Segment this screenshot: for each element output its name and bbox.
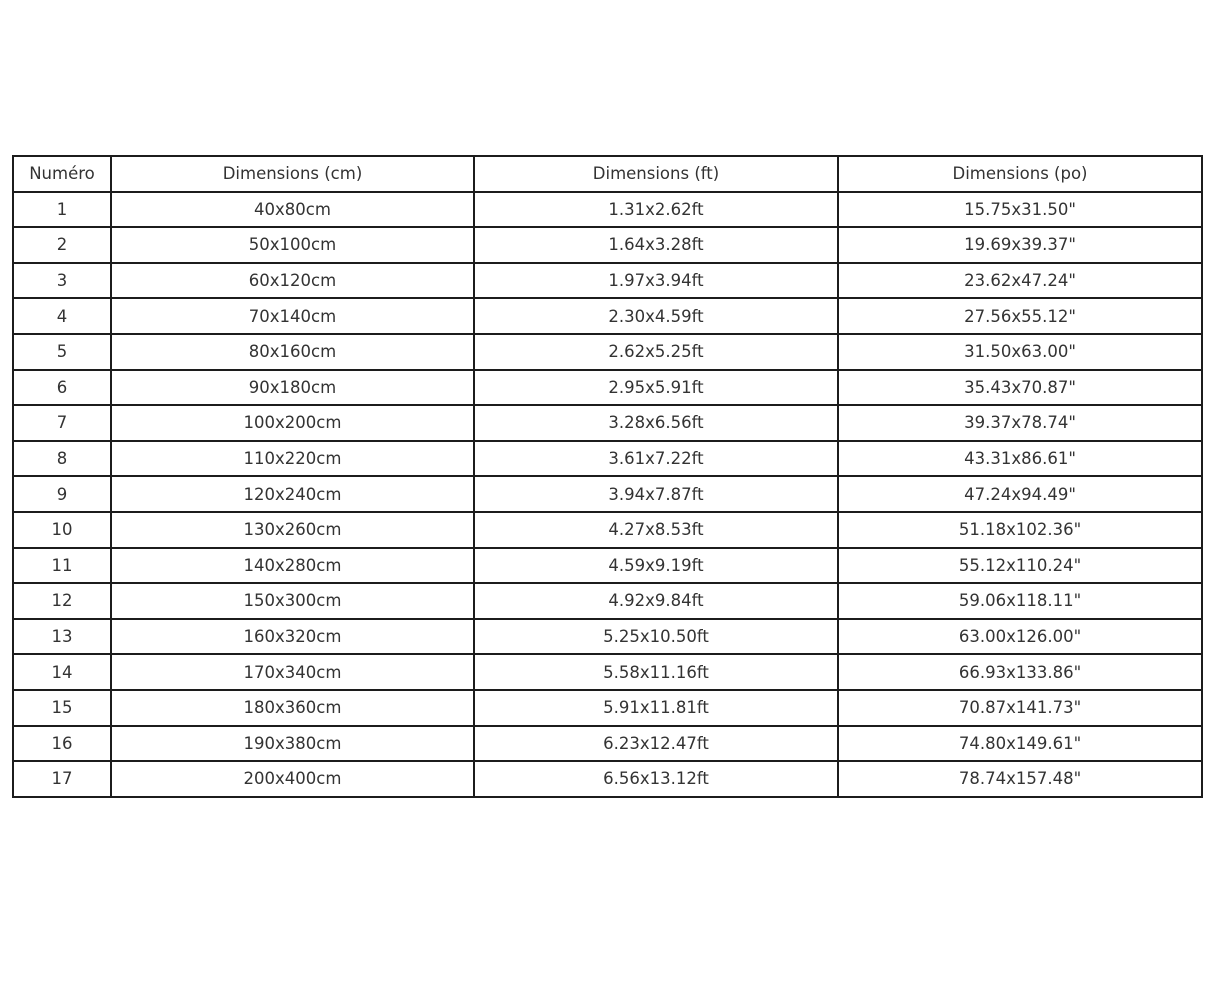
cell-dimensions-ft: 2.95x5.91ft [474, 370, 838, 406]
cell-dimensions-po: 23.62x47.24" [838, 263, 1202, 299]
cell-dimensions-po: 63.00x126.00" [838, 619, 1202, 655]
cell-dimensions-ft: 3.61x7.22ft [474, 441, 838, 477]
cell-dimensions-ft: 1.31x2.62ft [474, 192, 838, 228]
table-row [13, 583, 1202, 619]
cell-dimensions-cm: 70x140cm [111, 298, 474, 334]
cell-dimensions-po: 39.37x78.74" [838, 405, 1202, 441]
cell-dimensions-cm: 110x220cm [111, 441, 474, 477]
cell-numero: 7 [13, 405, 111, 441]
cell-dimensions-ft: 5.25x10.50ft [474, 619, 838, 655]
cell-dimensions-po: 47.24x94.49" [838, 476, 1202, 512]
table-row [13, 263, 1202, 299]
table-row [13, 726, 1202, 762]
cell-dimensions-po: 51.18x102.36" [838, 512, 1202, 548]
table-row [13, 619, 1202, 655]
cell-numero: 13 [13, 619, 111, 655]
cell-dimensions-cm: 50x100cm [111, 227, 474, 263]
table-row [13, 690, 1202, 726]
cell-numero: 16 [13, 726, 111, 762]
cell-dimensions-ft: 1.97x3.94ft [474, 263, 838, 299]
cell-numero: 9 [13, 476, 111, 512]
table-row [13, 298, 1202, 334]
cell-dimensions-ft: 4.59x9.19ft [474, 548, 838, 584]
cell-numero: 14 [13, 654, 111, 690]
cell-dimensions-cm: 170x340cm [111, 654, 474, 690]
header-dimensions-po: Dimensions (po) [838, 156, 1202, 192]
table-body [13, 192, 1202, 797]
cell-dimensions-cm: 130x260cm [111, 512, 474, 548]
table-row [13, 476, 1202, 512]
cell-dimensions-cm: 60x120cm [111, 263, 474, 299]
cell-dimensions-ft: 4.27x8.53ft [474, 512, 838, 548]
table-row [13, 334, 1202, 370]
header-dimensions-cm: Dimensions (cm) [111, 156, 474, 192]
cell-numero: 6 [13, 370, 111, 406]
cell-dimensions-po: 19.69x39.37" [838, 227, 1202, 263]
cell-numero: 15 [13, 690, 111, 726]
cell-dimensions-ft: 5.91x11.81ft [474, 690, 838, 726]
cell-dimensions-po: 70.87x141.73" [838, 690, 1202, 726]
cell-dimensions-po: 43.31x86.61" [838, 441, 1202, 477]
cell-numero: 10 [13, 512, 111, 548]
cell-numero: 3 [13, 263, 111, 299]
cell-dimensions-cm: 140x280cm [111, 548, 474, 584]
cell-dimensions-po: 66.93x133.86" [838, 654, 1202, 690]
cell-numero: 12 [13, 583, 111, 619]
cell-dimensions-po: 55.12x110.24" [838, 548, 1202, 584]
table-row [13, 512, 1202, 548]
cell-dimensions-ft: 1.64x3.28ft [474, 227, 838, 263]
table-row [13, 405, 1202, 441]
table-row [13, 192, 1202, 228]
cell-dimensions-ft: 2.30x4.59ft [474, 298, 838, 334]
cell-dimensions-ft: 3.28x6.56ft [474, 405, 838, 441]
cell-dimensions-ft: 4.92x9.84ft [474, 583, 838, 619]
cell-numero: 5 [13, 334, 111, 370]
table-header-row [13, 156, 1202, 192]
cell-dimensions-cm: 80x160cm [111, 334, 474, 370]
cell-dimensions-ft: 3.94x7.87ft [474, 476, 838, 512]
cell-dimensions-cm: 180x360cm [111, 690, 474, 726]
cell-dimensions-po: 27.56x55.12" [838, 298, 1202, 334]
header-numero: Numéro [13, 156, 111, 192]
cell-dimensions-cm: 160x320cm [111, 619, 474, 655]
cell-numero: 8 [13, 441, 111, 477]
cell-dimensions-cm: 150x300cm [111, 583, 474, 619]
cell-numero: 2 [13, 227, 111, 263]
cell-dimensions-ft: 5.58x11.16ft [474, 654, 838, 690]
cell-numero: 11 [13, 548, 111, 584]
table-row [13, 654, 1202, 690]
header-dimensions-ft: Dimensions (ft) [474, 156, 838, 192]
cell-dimensions-cm: 100x200cm [111, 405, 474, 441]
cell-dimensions-po: 31.50x63.00" [838, 334, 1202, 370]
cell-numero: 17 [13, 761, 111, 797]
cell-numero: 4 [13, 298, 111, 334]
table-row [13, 227, 1202, 263]
cell-dimensions-ft: 2.62x5.25ft [474, 334, 838, 370]
cell-dimensions-po: 35.43x70.87" [838, 370, 1202, 406]
cell-dimensions-po: 74.80x149.61" [838, 726, 1202, 762]
cell-dimensions-cm: 200x400cm [111, 761, 474, 797]
cell-dimensions-cm: 40x80cm [111, 192, 474, 228]
cell-dimensions-cm: 120x240cm [111, 476, 474, 512]
cell-numero: 1 [13, 192, 111, 228]
table-row [13, 441, 1202, 477]
cell-dimensions-po: 15.75x31.50" [838, 192, 1202, 228]
cell-dimensions-ft: 6.23x12.47ft [474, 726, 838, 762]
cell-dimensions-po: 78.74x157.48" [838, 761, 1202, 797]
cell-dimensions-ft: 6.56x13.12ft [474, 761, 838, 797]
cell-dimensions-cm: 190x380cm [111, 726, 474, 762]
table-row [13, 761, 1202, 797]
cell-dimensions-cm: 90x180cm [111, 370, 474, 406]
table-row [13, 370, 1202, 406]
cell-dimensions-po: 59.06x118.11" [838, 583, 1202, 619]
table-row [13, 548, 1202, 584]
dimensions-conversion-table [12, 155, 1203, 798]
